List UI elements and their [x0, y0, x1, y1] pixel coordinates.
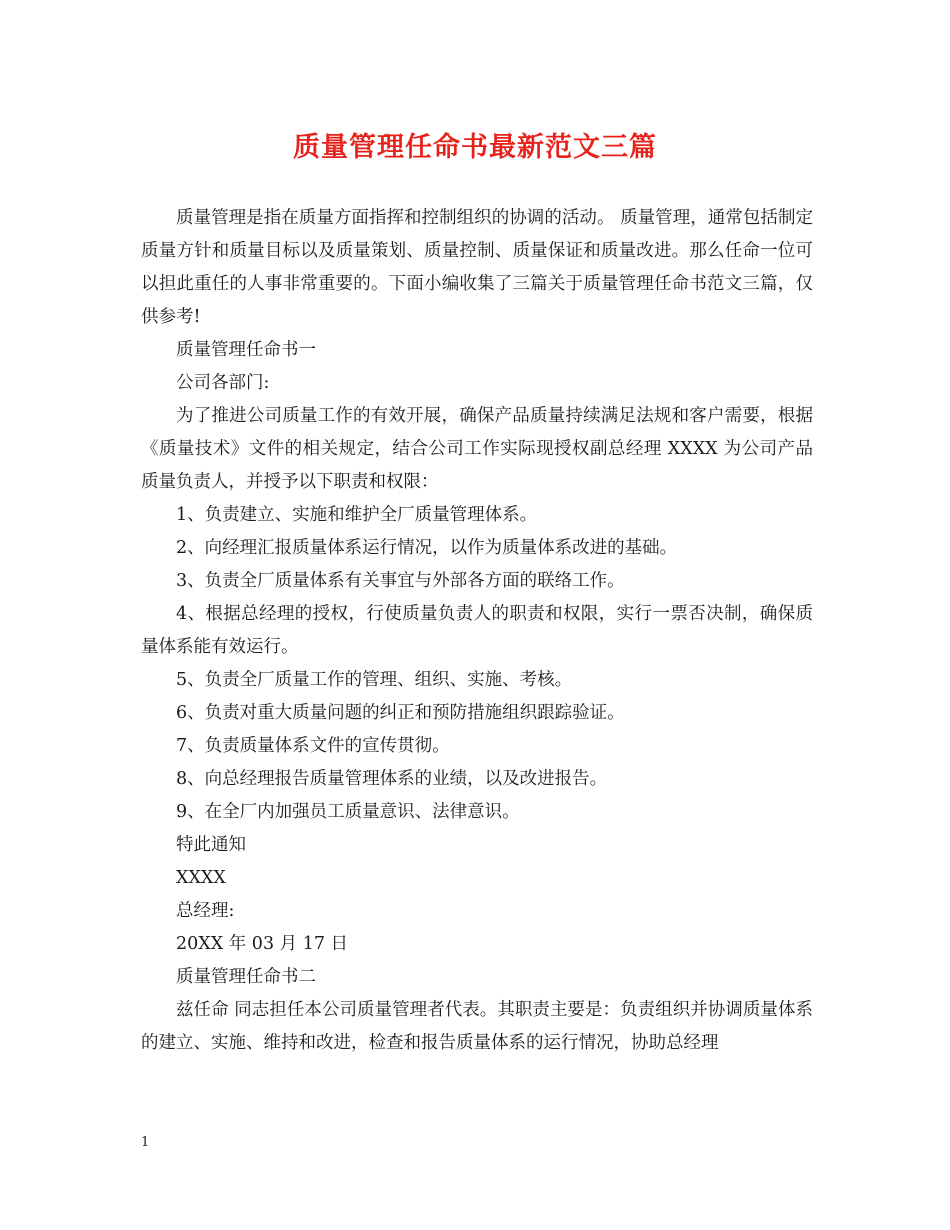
list-item: 8、向总经理报告质量管理体系的业绩，以及改进报告。 [176, 769, 608, 789]
list-item: 1、负责建立、实施和维护全厂质量管理体系。 [176, 505, 538, 525]
section-heading-one: 质量管理任命书一 [176, 340, 316, 360]
list-item: 6、负责对重大质量问题的纠正和预防措施组织跟踪验证。 [176, 703, 625, 723]
paragraph-appointment-two: 兹任命 同志担任本公司质量管理者代表。其职责主要是：负责组织并协调质量体系的建立、实施、维持和改进，检查和报告质量体系的运行情况，协助总经理 [141, 1000, 813, 1053]
page-number: 1 [141, 1135, 150, 1150]
list-item: 3、负责全厂质量体系有关事宜与外部各方面的联络工作。 [176, 571, 625, 591]
paragraph-appointment: 为了推进公司质量工作的有效开展，确保产品质量持续满足法规和客户需要，根据《质量技术》文件的相关规定，结合公司工作实际现授权副总经理 XXXX 为公司产品质量负责人，并授予以下职责和权限： [141, 406, 813, 492]
signatory-title: 总经理: [176, 901, 235, 921]
notice-line: 特此通知 [176, 835, 246, 855]
list-item: 4、根据总经理的授权，行使质量负责人的职责和权限，实行一票否决制，确保质量体系能有效运行。 [141, 604, 813, 657]
document-date: 20XX 年 03 月 17 日 [176, 934, 349, 954]
salutation: 公司各部门: [176, 373, 270, 393]
document-title: 质量管理任命书最新范文三篇 [293, 132, 657, 163]
list-item: 9、在全厂内加强员工质量意识、法律意识。 [176, 802, 520, 822]
list-item: 2、向经理汇报质量体系运行情况，以作为质量体系改进的基础。 [176, 538, 678, 558]
document-body [141, 202, 813, 1060]
paragraph-intro: 质量管理是指在质量方面指挥和控制组织的协调的活动。 质量管理，通常包括制定质量方针和质量目标以及质量策划、质量控制、质量保证和质量改进。那么任命一位可以担此重任的人事非常重要的。下面小编收集了三篇关于质量管理任命书范文三篇，仅供参考! [141, 208, 813, 327]
section-heading-two: 质量管理任命书二 [176, 967, 316, 987]
signatory-name: XXXX [176, 868, 226, 888]
list-item: 5、负责全厂质量工作的管理、组织、实施、考核。 [176, 670, 573, 690]
list-item: 7、负责质量体系文件的宣传贯彻。 [176, 736, 450, 756]
